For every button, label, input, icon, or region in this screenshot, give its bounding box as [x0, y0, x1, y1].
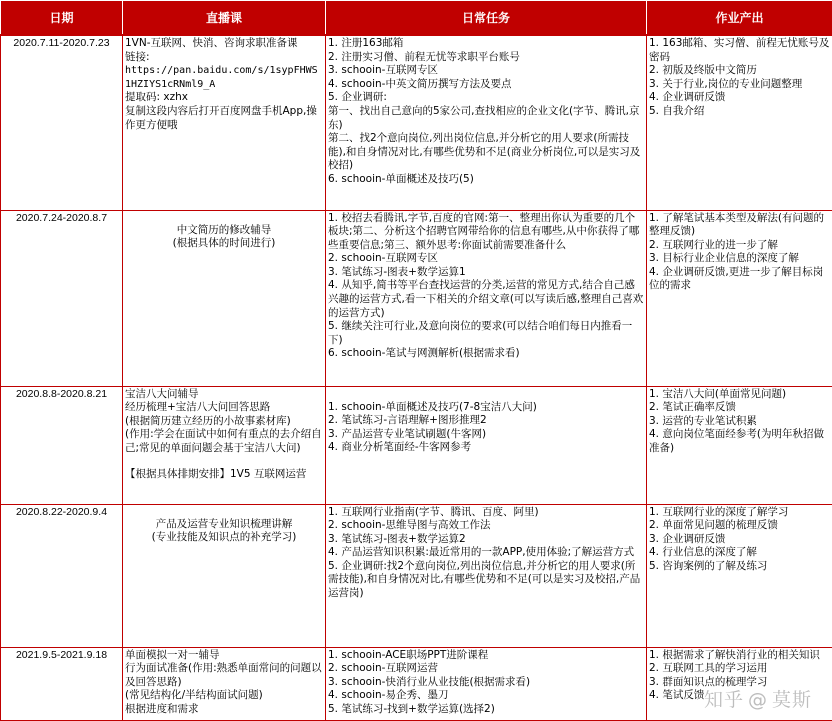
cell-line: 5. 企业调研:找2个意向岗位,列出岗位信息,并分析它的用人要求(所需技能),和自身情况对比,有哪些优势和不足(可以是实习及校招,产品运营岗) [328, 560, 644, 601]
share-link[interactable]: https://pan.baidu.com/s/1sypFHWS1HZIYS1cRNml9_A [125, 64, 323, 91]
cell-line: 5. 继续关注可行业,及意向岗位的要求(可以结合咱们每日内推看一下) [328, 320, 644, 347]
cell-line: (作用:学会在面试中如何有重点的去介绍自己;常见的单面问题会基于宝洁八大问) [125, 428, 323, 455]
cell-line: 链接: [125, 51, 323, 65]
cell-line: 2. 互联网行业的进一步了解 [649, 239, 830, 253]
cell-line: 4. 意向岗位笔面经参考(为明年秋招做准备) [649, 428, 830, 455]
cell-line: 第一、找出自己意向的5家公司,查找相应的企业文化(字节、腾讯,京东) [328, 105, 644, 132]
extract-code: 提取码: xzhx [125, 91, 323, 105]
cell-line: 2. 单面常见问题的梳理反馈 [649, 519, 830, 533]
cell-line: 2. schooin-互联网运营 [328, 662, 644, 676]
cell-line: 单面模拟一对一辅导 [125, 649, 323, 663]
cell-line: 产品及运营专业知识梳理讲解 [125, 518, 323, 532]
live-course-cell [123, 504, 326, 647]
daily-task-cell [326, 210, 647, 386]
daily-task-cell [326, 504, 647, 647]
cell-line: 5. 自我介绍 [649, 105, 830, 119]
date-cell: 2020.7.11-2020.7.23 [1, 35, 123, 210]
cell-line: 3. 运营的专业笔试积累 [649, 415, 830, 429]
cell-line: 1. schooin-ACE职场PPT进阶课程 [328, 649, 644, 663]
cell-line: 6. schooin-笔试与网测解析(根据需求看) [328, 347, 644, 361]
cell-line: 2. 笔试正确率反馈 [649, 401, 830, 415]
cell-line: (根据具体的时间进行) [125, 237, 323, 251]
cell-line: 3. 笔试练习-图表+数学运算2 [328, 533, 644, 547]
cell-line: 4. schooin-易企秀、墨刀 [328, 689, 644, 703]
daily-task-cell [326, 647, 647, 720]
table-row [1, 504, 832, 647]
header-date: 日期 [1, 1, 123, 36]
cell-line: 4. 企业调研反馈,更进一步了解目标岗位的需求 [649, 266, 830, 293]
cell-line: 4. 企业调研反馈 [649, 91, 830, 105]
cell-line: (专业技能及知识点的补充学习) [125, 531, 323, 545]
date-cell: 2020.8.22-2020.9.4 [1, 504, 123, 647]
cell-line: 6. schooin-单面概述及技巧(5) [328, 173, 644, 187]
cell-line: 2. schooin-思维导图与高效工作法 [328, 519, 644, 533]
cell-line: 【根据具体排期安排】1V5 互联网运营 [125, 468, 323, 482]
cell-line: 3. schooin-快消行业从业技能(根据需求看) [328, 676, 644, 690]
cell-line: 3. 关于行业,岗位的专业问题整理 [649, 78, 830, 92]
cell-line: 1. 互联网行业的深度了解学习 [649, 506, 830, 520]
cell-line: 3. 产品运营专业笔试刷题(牛客网) [328, 428, 644, 442]
blank-line [125, 455, 323, 468]
cell-line: 根据进度和需求 [125, 703, 323, 717]
cell-line: 3. 笔试练习-图表+数学运算1 [328, 266, 644, 280]
watermark-author: 莫斯 [772, 689, 812, 711]
cell-line: 2. schooin-互联网专区 [328, 252, 644, 266]
live-course-cell [123, 647, 326, 720]
cell-line: 1. 163邮箱、实习僧、前程无忧账号及密码 [649, 37, 830, 64]
date-cell: 2020.8.8-2020.8.21 [1, 386, 123, 504]
cell-line: 行为面试准备(作用:熟悉单面常问的问题以及回答思路) [125, 662, 323, 689]
header-homework-output: 作业产出 [647, 1, 832, 36]
cell-line: 3. schooin-互联网专区 [328, 64, 644, 78]
date-cell: 2020.7.24-2020.8.7 [1, 210, 123, 386]
cell-line: 中文简历的修改辅导 [125, 224, 323, 238]
cell-line: 第二、找2个意向岗位,列出岗位信息,并分析它的用人要求(所需技能),和自身情况对比,有哪些优势和不足(商业分析岗位,可以是实习及校招) [328, 132, 644, 173]
cell-line: 5. 咨询案例的了解及练习 [649, 560, 830, 574]
cell-line: 4. 笔试反馈 [649, 689, 830, 703]
cell-line: 4. 产品运营知识积累:最近常用的一款APP,使用体验;了解运营方式 [328, 546, 644, 560]
header-daily-tasks: 日常任务 [326, 1, 647, 36]
header-live-course: 直播课 [123, 1, 326, 36]
watermark-site: 知乎 [704, 689, 744, 711]
cell-line: (常见结构化/半结构面试问题) [125, 689, 323, 703]
cell-line: 2. 初版及终版中文简历 [649, 64, 830, 78]
output-cell [647, 35, 832, 210]
cell-line: 1. 互联网行业指南(字节、腾讯、百度、阿里) [328, 506, 644, 520]
cell-line: 复制这段内容后打开百度网盘手机App,操作更方便哦 [125, 105, 323, 132]
daily-task-cell [326, 386, 647, 504]
table-row [1, 35, 832, 210]
cell-line: 4. 从知乎,简书等平台查找运营的分类,运营的常见方式,结合自己感兴趣的运营方式,看一下相关的介绍文章(可以写读后感,整理自己喜欢的运营方式) [328, 279, 644, 320]
daily-task-cell [326, 35, 647, 210]
cell-line: 经历梳理+宝洁八大问回答思路 [125, 401, 323, 415]
cell-line: 4. 行业信息的深度了解 [649, 546, 830, 560]
cell-line: 1. 根据需求了解快消行业的相关知识 [649, 649, 830, 663]
live-course-cell [123, 386, 326, 504]
cell-line: 3. 目标行业企业信息的深度了解 [649, 252, 830, 266]
table-row [1, 210, 832, 386]
output-cell [647, 210, 832, 386]
table-row [1, 386, 832, 504]
cell-line: 5. 企业调研: [328, 91, 644, 105]
cell-line: 4. schooin-中英文简历撰写方法及要点 [328, 78, 644, 92]
cell-line: 1. schooin-单面概述及技巧(7-8宝洁八大问) [328, 401, 644, 415]
cell-line: (根据简历建立经历的小故事素材库) [125, 415, 323, 429]
header-row [1, 1, 832, 36]
blank-line [328, 388, 644, 401]
cell-line: 1. 宝洁八大问(单面常见问题) [649, 388, 830, 402]
cell-line: 3. 企业调研反馈 [649, 533, 830, 547]
cell-line: 2. 注册实习僧、前程无忧等求职平台账号 [328, 51, 644, 65]
cell-line: 1. 注册163邮箱 [328, 37, 644, 51]
live-course-cell [123, 210, 326, 386]
cell-line: 1VN-互联网、快消、咨询求职准备课 [125, 37, 323, 51]
output-cell [647, 504, 832, 647]
cell-line: 5. 笔试练习-找到+数学运算(选择2) [328, 703, 644, 717]
cell-line: 3. 群面知识点的梳理学习 [649, 676, 830, 690]
cell-line: 2. 互联网工具的学习运用 [649, 662, 830, 676]
cell-line: 1. 校招去看腾讯,字节,百度的官网:第一、整理出你认为重要的几个板块;第二、分析这个招聘官网带给你的信息有哪些,从中你获得了哪些重要信息;第三、额外思考:你面试前需要准备什么 [328, 212, 644, 253]
watermark [704, 685, 812, 712]
cell-line: 4. 商业分析笔面经-牛客网参考 [328, 441, 644, 455]
output-cell [647, 386, 832, 504]
live-course-cell [123, 35, 326, 210]
cell-line: 宝洁八大问辅导 [125, 388, 323, 402]
date-cell: 2021.9.5-2021.9.18 [1, 647, 123, 720]
cell-line: 1. 了解笔试基本类型及解法(有问题的整理反馈) [649, 212, 830, 239]
watermark-separator: @ [748, 689, 768, 711]
cell-line: 2. 笔试练习-言语理解+图形推理2 [328, 414, 644, 428]
